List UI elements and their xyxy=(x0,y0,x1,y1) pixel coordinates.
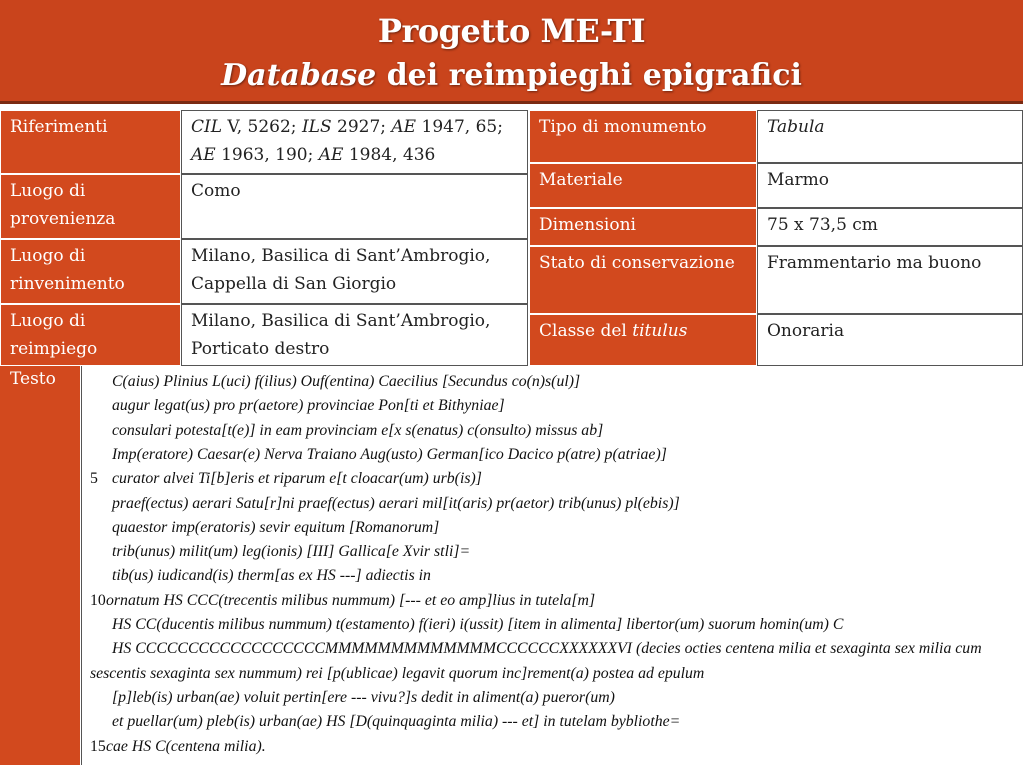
page-title: Progetto ME-TI xyxy=(377,12,646,50)
label-materiale: Materiale xyxy=(529,163,757,208)
line-text: quaestor imp(eratoris) sevir equitum [Romanorum] xyxy=(112,518,440,536)
value-tipo-monumento: Tabula xyxy=(757,110,1023,163)
page-header xyxy=(0,0,1023,104)
line-text: C(aius) Plinius L(uci) f(ilius) Ouf(entina) Caecilius [Secundus co(n)s(ul)] xyxy=(112,373,581,390)
line-text: trib(unus) milit(um) leg(ionis) [III] Gallica[e Xvir stli]= xyxy=(112,543,471,561)
label-riferimenti: Riferimenti xyxy=(0,110,181,174)
value-materiale: Marmo xyxy=(757,163,1023,208)
inscription-line xyxy=(82,710,1023,734)
inscription-line xyxy=(82,516,1023,540)
value-luogo-provenienza: Como xyxy=(181,174,528,239)
inscription-text xyxy=(81,366,1023,765)
label-stato-conservazione: Stato di conservazione xyxy=(529,246,757,314)
inscription-line xyxy=(82,540,1023,564)
inscription-line xyxy=(82,735,1023,759)
line-text: cae HS C(centena milia). xyxy=(106,737,266,755)
inscription-line xyxy=(82,467,1023,491)
line-text: consulari potesta[t(e)] in eam provinciam e[x s(enatus) c(onsulto) missus ab] xyxy=(112,421,604,439)
line-text: HS CCCCCCCCCCCCCCCCCCMMMMMMMMMMMMMCCCCCCXXXXXXVI (decies octies centena milia et sexaginta sex milia cum xyxy=(112,640,982,658)
line-number: 15 xyxy=(90,737,106,755)
value-dimensioni: 75 x 73,5 cm xyxy=(757,208,1023,246)
line-text: HS CC(ducentis milibus nummum) t(estamento) f(ieri) i(ussit) [item in alimenta] libertor(um) suorum homin(um) C xyxy=(112,616,844,633)
inscription-line xyxy=(82,370,1023,394)
label-dimensioni: Dimensioni xyxy=(529,208,757,246)
line-text: tib(us) iudicand(is) therm[as ex HS ---] adiectis in xyxy=(112,567,431,585)
label-classe-titulus: Classe del titulus xyxy=(529,314,757,366)
inscription-line xyxy=(82,613,1023,637)
inscription-line xyxy=(82,637,1023,661)
line-text: Imp(eratore) Caesar(e) Nerva Traiano Aug(usto) German[ico Dacico p(atre) p(atriae)] xyxy=(112,445,667,463)
line-text: ornatum HS CCC(trecentis milibus nummum) [--- et eo amp]lius in tutela[m] xyxy=(106,591,596,609)
inscription-line xyxy=(82,589,1023,613)
inscription-line xyxy=(82,686,1023,710)
value-luogo-rinvenimento: Milano, Basilica di Sant’Ambrogio, Cappella di San Giorgio xyxy=(181,239,528,304)
inscription-line xyxy=(82,662,1023,686)
value-luogo-reimpiego: Milano, Basilica di Sant’Ambrogio, Porticato destro xyxy=(181,304,528,366)
inscription-line xyxy=(82,443,1023,467)
page-subtitle: Database dei reimpieghi epigrafici xyxy=(221,58,802,93)
label-luogo-reimpiego: Luogo di reimpiego xyxy=(0,304,181,366)
line-text: praef(ectus) aerari Satu[r]ni praef(ectus) aerari mil[it(aris) pr(aetor) trib(unus) pl(ebis)] xyxy=(112,494,680,512)
inscription-line xyxy=(82,394,1023,418)
label-luogo-provenienza: Luogo di provenienza xyxy=(0,174,181,239)
label-luogo-rinvenimento: Luogo di rinvenimento xyxy=(0,239,181,304)
inscription-line xyxy=(82,419,1023,443)
value-classe-titulus: Onoraria xyxy=(757,314,1023,366)
line-text: sescentis sexaginta sex nummum) rei [p(ublicae) legavit quorum inc]rement(a) postea ad epulum xyxy=(90,664,705,682)
value-stato-conservazione: Frammentario ma buono xyxy=(757,246,1023,314)
line-text: augur legat(us) pro pr(aetore) provinciae Pon[ti et Bithyniae] xyxy=(112,397,505,415)
line-text: curator alvei Ti[b]eris et riparum e[t cloacar(um) urb(is)] xyxy=(112,470,482,488)
value-riferimenti: CIL V, 5262; ILS 2927; AE 1947, 65; AE 1963, 190; AE 1984, 436 xyxy=(181,110,528,174)
label-tipo-monumento: Tipo di monumento xyxy=(529,110,757,163)
line-text: et puellar(um) pleb(is) urban(ae) HS [D(quinquaginta milia) --- et] in tutelam bybliothe= xyxy=(112,713,681,731)
line-number: 5 xyxy=(90,470,98,488)
line-number: 10 xyxy=(90,591,106,609)
label-testo: Testo xyxy=(0,366,80,765)
line-text: [p]leb(is) urban(ae) voluit pertin[ere --- vivu?]s dedit in aliment(a) pueror(um) xyxy=(112,688,615,706)
inscription-line xyxy=(82,564,1023,588)
inscription-line xyxy=(82,492,1023,516)
